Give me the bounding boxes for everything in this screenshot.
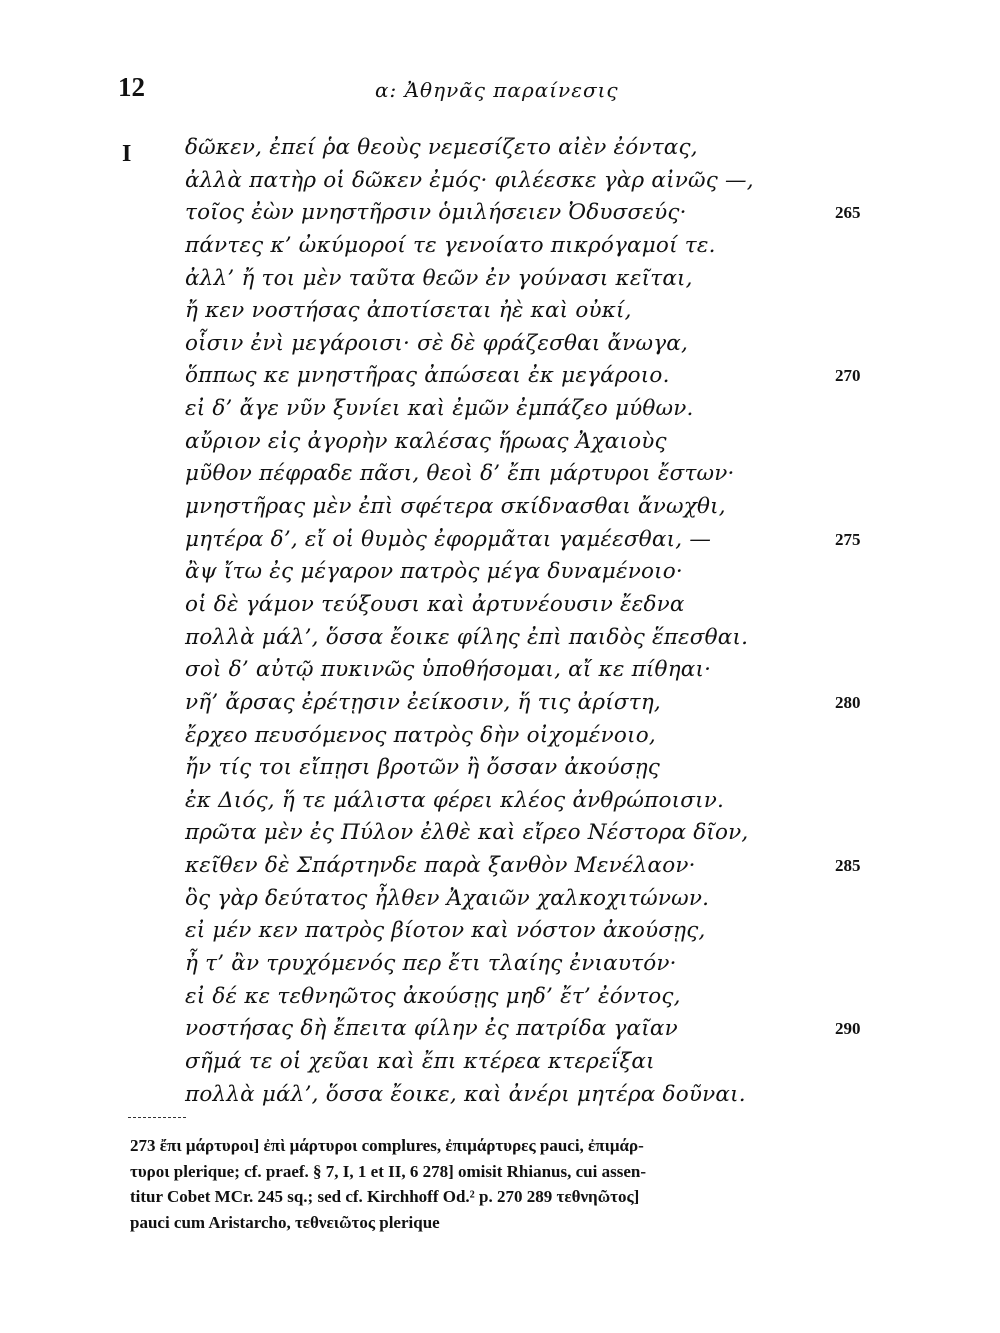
verse-text: τοῖος ἐὼν μνηστῆρσιν ὁμιλήσειεν Ὀδυσσεύς· xyxy=(185,200,687,226)
line-number: 270 xyxy=(835,366,861,386)
apparatus-line: titur Cobet MCr. 245 sq.; sed cf. Kirchhoff Od.² p. 270 289 τεθνηῶτος] xyxy=(130,1187,640,1206)
verse-text: ἂψ ἴτω ἐς μέγαρον πατρὸς μέγα δυναμένοιο· xyxy=(185,559,683,585)
verse-text: οἱ δὲ γάμον τεύξουσι καὶ ἀρτυνέουσιν ἔεδνα xyxy=(185,591,685,617)
verse-line xyxy=(185,752,945,785)
verse-text: πρῶτα μὲν ἐς Πύλον ἐλθὲ καὶ εἴρεο Νέστορα δῖον, xyxy=(185,820,749,846)
verse-line xyxy=(185,132,945,165)
verse-line xyxy=(185,360,945,393)
verse-text: ἦ τ’ ἂν τρυχόμενός περ ἔτι τλαίης ἐνιαυτόν· xyxy=(185,951,677,977)
footnote-rule xyxy=(128,1117,186,1118)
verse-text: ἐκ Διός, ἥ τε μάλιστα φέρει κλέος ἀνθρώποισιν. xyxy=(185,787,725,813)
verse-line xyxy=(185,622,945,655)
verse-line xyxy=(185,524,945,557)
verse-text: οἷσιν ἐνὶ μεγάροισι· σὲ δὲ φράζεσθαι ἄνωγα, xyxy=(185,330,689,356)
verse-line xyxy=(185,720,945,753)
verse-line xyxy=(185,1046,945,1079)
line-number: 265 xyxy=(835,203,861,223)
verse-text: δῶκεν, ἐπεί ῥα θεοὺς νεμεσίζετο αἰὲν ἐόντας, xyxy=(185,135,698,160)
verse-text: ὅππως κε μνηστῆρας ἀπώσεαι ἐκ μεγάροιο. xyxy=(185,363,670,389)
verse-text: εἰ δ’ ἄγε νῦν ξυνίει καὶ ἐμῶν ἐμπάζεο μύθων. xyxy=(185,396,694,422)
verse-text: σοὶ δ’ αὐτῷ πυκινῶς ὑποθήσομαι, αἴ κε πίθηαι· xyxy=(185,657,712,683)
verse-line xyxy=(185,850,945,883)
verse-line xyxy=(185,1079,945,1112)
verse-text: νοστήσας δὴ ἔπειτα φίλην ἐς πατρίδα γαῖαν xyxy=(185,1016,678,1042)
verse-text: εἰ μέν κεν πατρὸς βίοτον καὶ νόστον ἀκούσῃς, xyxy=(185,918,706,944)
verse-line xyxy=(185,197,945,230)
verse-line xyxy=(185,785,945,818)
verse-line xyxy=(185,948,945,981)
line-number: 290 xyxy=(835,1019,861,1039)
verse-text: ἀλλ’ ἤ τοι μὲν ταῦτα θεῶν ἐν γούνασι κεῖται, xyxy=(185,265,693,291)
verse-text: πάντες κ’ ὠκύμοροί τε γενοίατο πικρόγαμοί τε. xyxy=(185,232,716,258)
verse-text: κεῖθεν δὲ Σπάρτηνδε παρὰ ξανθὸν Μενέλαον· xyxy=(185,853,696,879)
verse-text: νῆ’ ἄρσας ἐρέτῃσιν ἐείκοσιν, ἥ τις ἀρίστη, xyxy=(185,689,661,715)
apparatus-line: τυροι plerique; cf. praef. § 7, I, 1 et II, 6 278] omisit Rhianus, cui assen- xyxy=(130,1161,646,1181)
verse-line xyxy=(185,165,945,198)
verse-line xyxy=(185,556,945,589)
verse-block xyxy=(185,132,945,1111)
verse-line xyxy=(185,687,945,720)
line-number: 280 xyxy=(835,692,861,712)
verse-line xyxy=(185,491,945,524)
page-number: 12 xyxy=(118,72,145,102)
critical-apparatus xyxy=(130,1133,890,1235)
verse-text: ἤν τίς τοι εἴπῃσι βροτῶν ἢ ὄσσαν ἀκούσῃς xyxy=(185,755,661,781)
verse-text: αὔριον εἰς ἀγορὴν καλέσας ἥρωας Ἀχαιοὺς xyxy=(185,428,667,454)
verse-text: ὃς γὰρ δεύτατος ἦλθεν Ἀχαιῶν χαλκοχιτώνων. xyxy=(185,885,710,911)
verse-line xyxy=(185,393,945,426)
verse-text: σῆμά τε οἱ χεῦαι καὶ ἔπι κτέρεα κτερεΐξαι xyxy=(185,1048,655,1074)
verse-text: ἤ κεν νοστήσας ἀποτίσεται ἠὲ καὶ οὐκί, xyxy=(185,298,632,324)
line-number: 285 xyxy=(835,856,861,876)
verse-line xyxy=(185,295,945,328)
verse-line xyxy=(185,915,945,948)
verse-text: ἀλλὰ πατὴρ οἱ δῶκεν ἐμός· φιλέεσκε γὰρ αἰνῶς —, xyxy=(185,167,754,193)
verse-text: μνηστῆρας μὲν ἐπὶ σφέτερα σκίδνασθαι ἄνωχθι, xyxy=(185,494,726,520)
verse-text: ἔρχεο πευσόμενος πατρὸς δὴν οἰχομένοιο, xyxy=(185,722,656,748)
apparatus-line: 273 ἔπι μάρτυροι] ἐπὶ μάρτυροι complures, ἐπιμάρτυρες pauci, ἐπιμάρ- xyxy=(130,1136,644,1155)
verse-text: μῦθον πέφραδε πᾶσι, θεοὶ δ’ ἔπι μάρτυροι ἔστων· xyxy=(185,461,735,487)
apparatus-line: pauci cum Aristarcho, τεθνειῶτος plerique xyxy=(130,1212,440,1232)
verse-line xyxy=(185,426,945,459)
verse-text: μητέρα δ’, εἴ οἱ θυμὸς ἐφορμᾶται γαμέεσθαι, — xyxy=(185,526,712,552)
verse-line xyxy=(185,589,945,622)
verse-line xyxy=(185,458,945,491)
verse-line xyxy=(185,981,945,1014)
line-number: 275 xyxy=(835,529,861,549)
verse-line xyxy=(185,654,945,687)
verse-line xyxy=(185,263,945,296)
verse-line xyxy=(185,883,945,916)
verse-line xyxy=(185,1013,945,1046)
verse-text: πολλὰ μάλ’, ὅσσα ἔοικε φίλης ἐπὶ παιδὸς ἕπεσθαι. xyxy=(185,624,749,650)
verse-line xyxy=(185,230,945,263)
verse-line xyxy=(185,817,945,850)
verse-line xyxy=(185,328,945,361)
verse-text: εἰ δέ κε τεθνηῶτος ἀκούσῃς μηδ’ ἔτ’ ἐόντος, xyxy=(185,983,681,1009)
running-head: α: Ἀθηνᾶς παραίνεσις xyxy=(375,78,619,102)
book-marker: I xyxy=(122,141,132,167)
verse-text: πολλὰ μάλ’, ὅσσα ἔοικε, καὶ ἀνέρι μητέρα δοῦναι. xyxy=(185,1081,746,1107)
